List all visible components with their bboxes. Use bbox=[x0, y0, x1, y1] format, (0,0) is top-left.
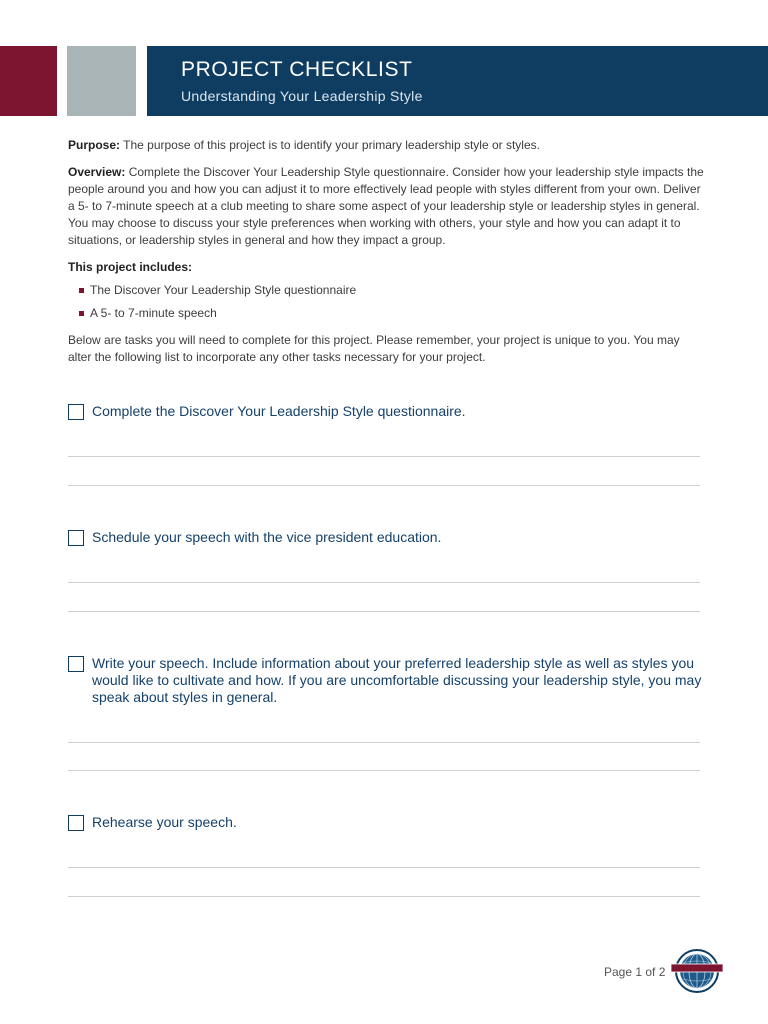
header-accent-gray bbox=[67, 46, 136, 116]
task-checkbox[interactable] bbox=[68, 530, 84, 546]
task-checkbox[interactable] bbox=[68, 404, 84, 420]
page-subtitle: Understanding Your Leadership Style bbox=[181, 88, 423, 104]
writing-line bbox=[68, 896, 700, 897]
task-checkbox[interactable] bbox=[68, 656, 84, 672]
list-item-text: The Discover Your Leadership Style questionnaire bbox=[90, 283, 357, 297]
task-text: Write your speech. Include information about your preferred leadership style as well as styles you would like to cultivate and how. If you are uncomfortable discussing your leadership style, you may speak about styles in general. bbox=[92, 655, 702, 705]
task-text: Complete the Discover Your Leadership Style questionnaire. bbox=[92, 403, 466, 419]
instructions-paragraph: Below are tasks you will need to complete for this project. Please remember, your project is unique to you. You may alter the following list to incorporate any other tasks necessary for your project. bbox=[68, 333, 680, 364]
page-number: Page 1 of 2 bbox=[604, 965, 666, 979]
bullet-icon bbox=[79, 288, 84, 293]
writing-line bbox=[68, 867, 700, 868]
writing-line bbox=[68, 485, 700, 486]
bullet-icon bbox=[79, 311, 84, 316]
list-item-text: A 5- to 7-minute speech bbox=[90, 306, 217, 320]
header-banner bbox=[147, 46, 768, 116]
intro-section bbox=[68, 137, 704, 376]
header-accent-red bbox=[0, 46, 57, 116]
overview-paragraph bbox=[68, 164, 704, 249]
task-text: Rehearse your speech. bbox=[92, 814, 237, 830]
toastmasters-logo-icon bbox=[670, 948, 724, 994]
includes-heading: This project includes: bbox=[68, 260, 193, 274]
purpose-label: Purpose: bbox=[68, 138, 121, 152]
writing-line bbox=[68, 582, 700, 583]
task-checkbox[interactable] bbox=[68, 815, 84, 831]
task-text: Schedule your speech with the vice president education. bbox=[92, 529, 442, 545]
purpose-text: The purpose of this project is to identify your primary leadership style or styles. bbox=[120, 138, 540, 152]
list-item bbox=[68, 282, 704, 299]
writing-line bbox=[68, 456, 700, 457]
overview-label: Overview: bbox=[68, 165, 126, 179]
overview-text: Complete the Discover Your Leadership Style questionnaire. Consider how your leadership style impacts the people around you and how you can adjust it to more effectively lead people with styles different from your own. Deliver a 5- to 7-minute speech at a club meeting to share some aspect of your leadership style or leadership styles in general. You may choose to discuss your style preferences when working with others, your style and how you can adapt it to situations, or leadership styles in general and how they impact a group. bbox=[68, 165, 704, 247]
purpose-paragraph bbox=[68, 137, 704, 154]
includes-list bbox=[68, 282, 704, 322]
writing-line bbox=[68, 611, 700, 612]
writing-line bbox=[68, 770, 700, 771]
writing-line bbox=[68, 742, 700, 743]
page-title: PROJECT CHECKLIST bbox=[181, 58, 413, 81]
list-item bbox=[68, 305, 704, 322]
